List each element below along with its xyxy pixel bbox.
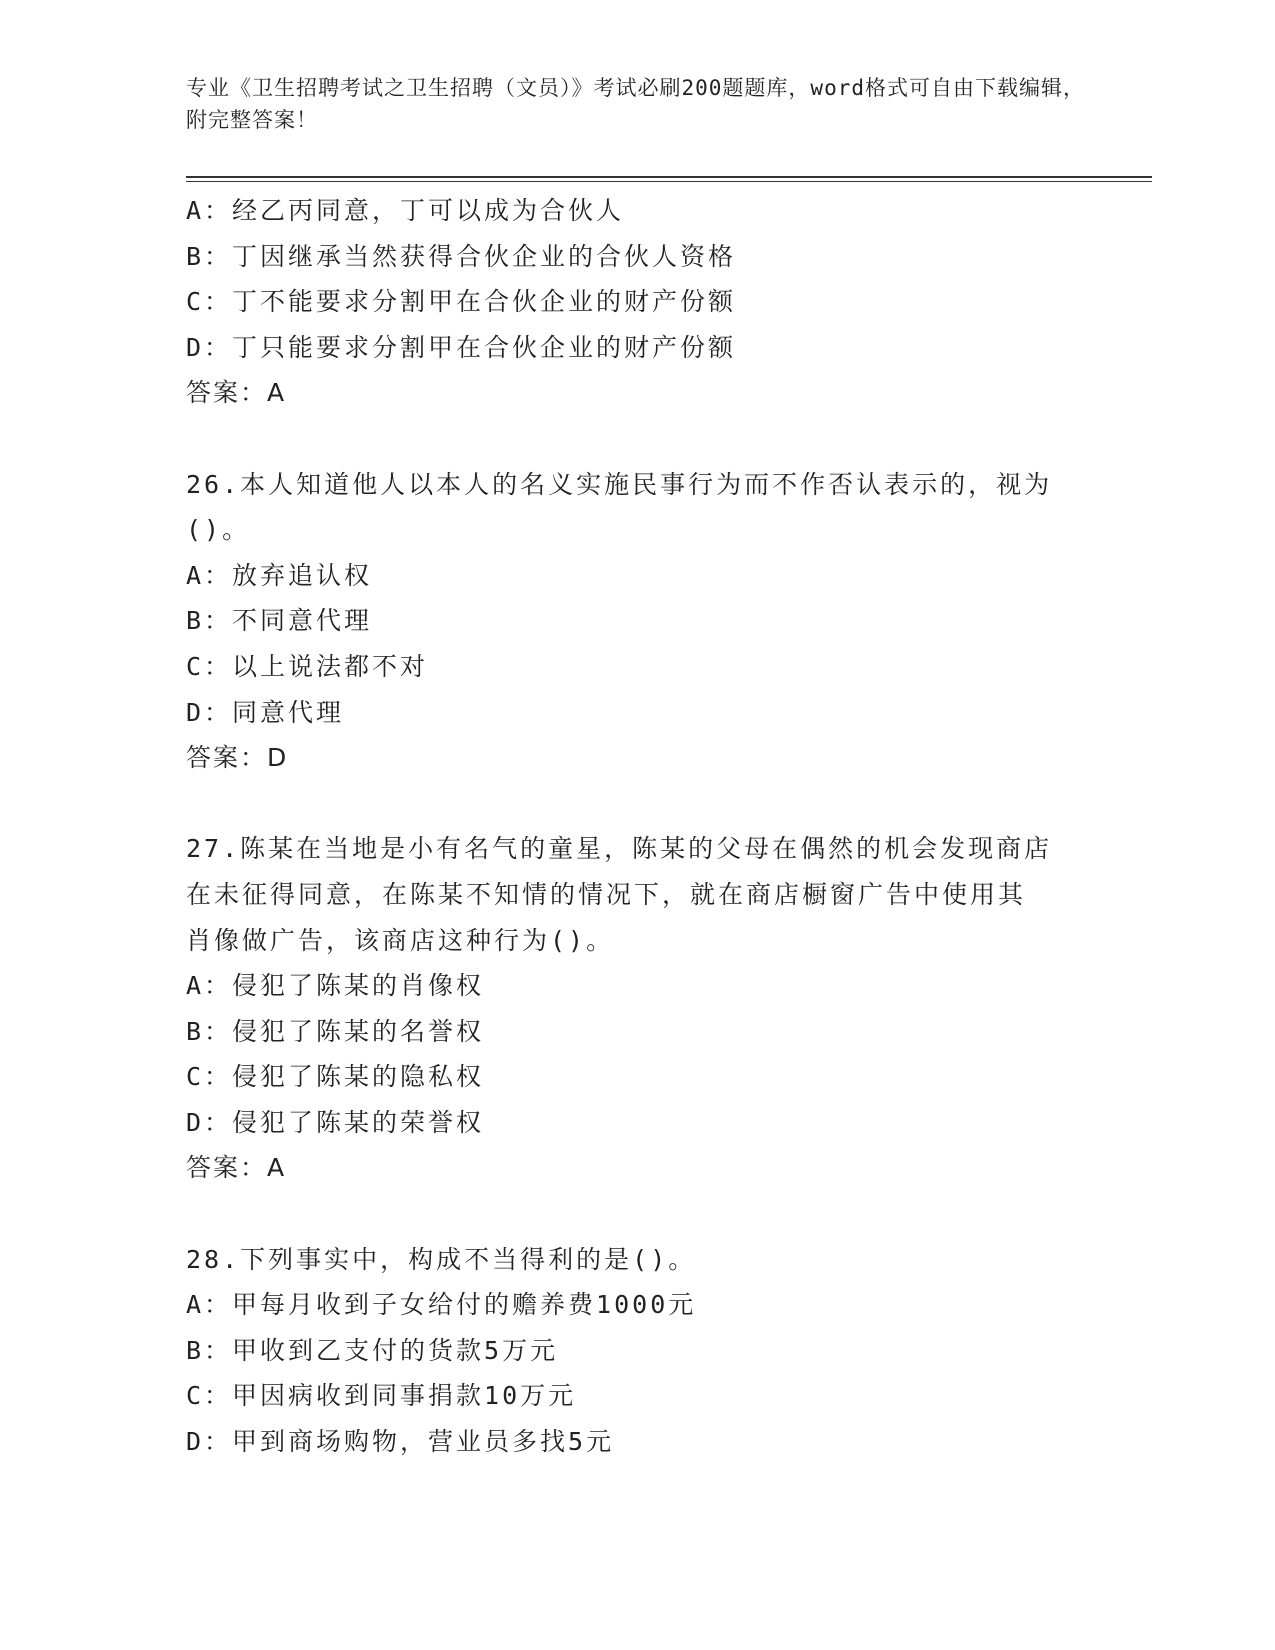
option-c: C：侵犯了陈某的隐私权: [186, 1062, 485, 1092]
question-stem: 在未征得同意，在陈某不知情的情况下，就在商店橱窗广告中使用其: [186, 879, 1027, 909]
document-title: 专业《卫生招聘考试之卫生招聘（文员）》考试必刷200题题库，word格式可自由下载编辑，附完整答案！: [186, 76, 1085, 132]
question-stem: 26.本人知道他人以本人的名义实施民事行为而不作否认表示的，视为: [186, 469, 1053, 499]
question-stem: 28.下列事实中，构成不当得利的是()。: [186, 1244, 697, 1274]
option-a: A：侵犯了陈某的肖像权: [186, 971, 485, 1001]
option-b: B：侵犯了陈某的名誉权: [186, 1016, 485, 1046]
option-a: A：放弃追认权: [186, 560, 373, 590]
header-divider-thin: [186, 181, 1152, 182]
option-c: C：以上说法都不对: [186, 651, 429, 681]
option-a: A：甲每月收到子女给付的赡养费1000元: [186, 1290, 697, 1320]
question-stem: 27.陈某在当地是小有名气的童星，陈某的父母在偶然的机会发现商店: [186, 834, 1053, 864]
question-26: [186, 462, 1086, 781]
option-c: C：甲因病收到同事捐款10万元: [186, 1381, 577, 1411]
document-header: [186, 72, 1086, 136]
prev-question-block: [186, 188, 1086, 416]
question-28: [186, 1237, 1086, 1465]
option-d: D：甲到商场购物，营业员多找5元: [186, 1427, 615, 1457]
option-d: D：侵犯了陈某的荣誉权: [186, 1107, 485, 1137]
question-27: [186, 826, 1086, 1191]
option-b: B：丁因继承当然获得合伙企业的合伙人资格: [186, 241, 737, 271]
option-a: A：经乙丙同意，丁可以成为合伙人: [186, 196, 625, 225]
option-d: D：同意代理: [186, 697, 345, 727]
question-stem: ()。: [186, 515, 251, 545]
option-c: C：丁不能要求分割甲在合伙企业的财产份额: [186, 287, 737, 317]
question-content: [186, 188, 1086, 1465]
answer-line: 答案：A: [186, 1153, 287, 1183]
question-stem: 肖像做广告，该商店这种行为()。: [186, 925, 615, 955]
option-d: D：丁只能要求分割甲在合伙企业的财产份额: [186, 332, 737, 362]
header-divider: [186, 176, 1152, 178]
answer-line: 答案：A: [186, 378, 287, 408]
answer-line: 答案：D: [186, 743, 289, 773]
option-b: B：不同意代理: [186, 606, 373, 636]
option-b: B：甲收到乙支付的货款5万元: [186, 1335, 559, 1365]
